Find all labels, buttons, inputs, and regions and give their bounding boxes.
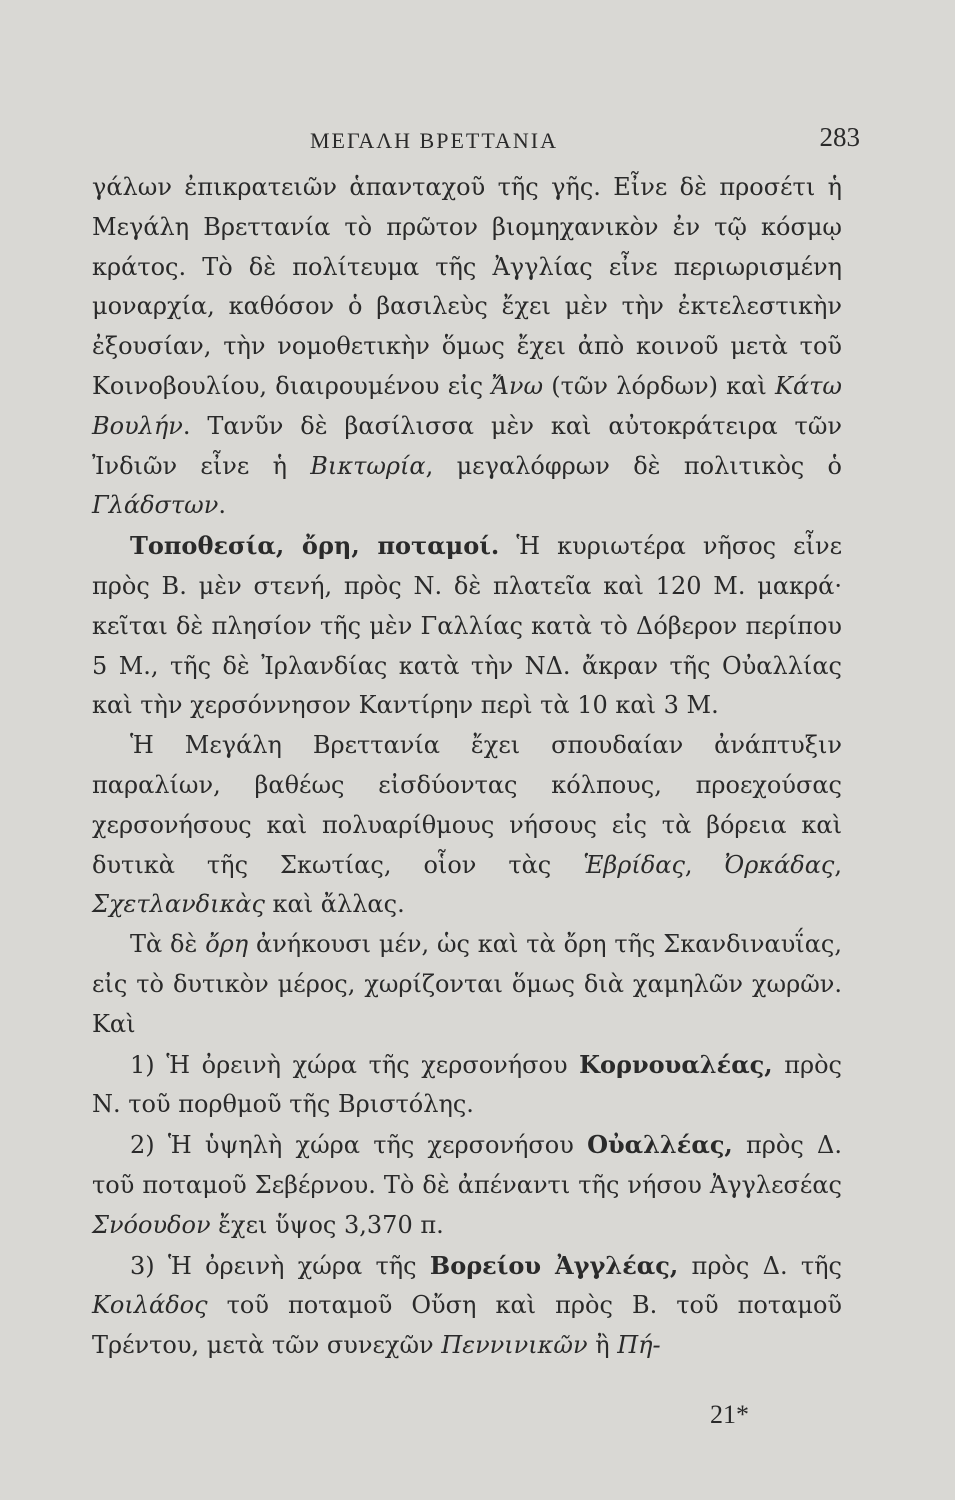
italic-term: Ἄνω — [491, 371, 544, 400]
italic-term: Σχετλανδικὰς — [92, 890, 265, 919]
running-title: ΜΕΓΑΛΗ ΒΡΕΤΤΑΝΙΑ — [310, 128, 558, 153]
italic-term: Γλάδστων — [92, 491, 219, 520]
text-run: Ἡ κυριωτέρα νῆσος εἶνε πρὸς Β. μὲν στενή, πρὸς Ν. δὲ πλατεῖα καὶ 120 Μ. μακρά· κεῖται δὲ πλησίον τῆς μὲν Γαλλίας κατὰ τὸ Δόβερον περίπου 5 Μ., τῆς δὲ Ἰρλανδίας κατὰ τὴν ΝΔ. ἄκραν τῆς Οὐαλλίας καὶ τὴν χερσόννησον Καντίρην περὶ τὰ 10 καὶ 3 Μ. — [92, 532, 842, 720]
bold-term: Κορνουαλέας, — [579, 1049, 773, 1079]
section-heading: Τοποθεσία, ὄρη, ποταμοί. — [130, 531, 500, 561]
text-run: . Τανῦν δὲ βασίλισσα μὲν καὶ αὐτοκράτειρα τῶν Ἰνδιῶν εἶνε ἡ — [92, 411, 842, 480]
text-run: πρὸς Δ. τῆς — [678, 1251, 843, 1280]
text-run: ἀνήκουσι μέν, ὡς καὶ τὰ ὄρη τῆς Σκανδιναυΐας, εἰς τὸ δυτικὸν μέρος, χωρίζονται ὅμως διὰ χαμηλῶν χωρῶν. Καὶ — [92, 930, 842, 1038]
text-run: . — [218, 491, 226, 520]
text-run: , — [684, 850, 725, 879]
page-header — [80, 122, 860, 168]
text-run: πρὸς Δ. τοῦ ποταμοῦ Σεβέρνου. Τὸ δὲ ἀπέναντι τῆς νήσου Ἀγγλεσέας — [92, 1131, 842, 1199]
text-run: Ἡ Μεγάλη Βρεττανία ἔχει σπουδαίαν ἀνάπτυξιν παραλίων, βαθέως εἰσδύοντας κόλπους, προεχούσας χερσονήσους καὶ πολυαρίθμους νήσους εἰς τὰ βόρεια καὶ δυτικὰ τῆς Σκωτίας, οἷον τὰς — [92, 731, 842, 879]
text-run: Τὰ δὲ — [130, 930, 206, 959]
italic-term: Σνόουδον — [92, 1210, 211, 1239]
paragraph-7 — [92, 1246, 842, 1366]
italic-term: Κάτω Βουλήν — [92, 371, 842, 440]
paragraph-3 — [92, 726, 842, 925]
italic-term: Ἑβρίδας — [583, 850, 685, 879]
italic-term: Πεννινικῶν — [441, 1331, 588, 1360]
text-run: τοῦ ποταμοῦ Οὔση καὶ πρὸς Β. τοῦ ποταμοῦ Τρέντου, μετὰ τῶν συνεχῶν — [92, 1291, 842, 1360]
text-run: γάλων ἐπικρατειῶν ἁπανταχοῦ τῆς γῆς. Εἶνε δὲ προσέτι ἡ Μεγάλη Βρεττανία τὸ πρῶτον βιομηχανικὸν ἐν τῷ κόσμῳ κράτος. Τὸ δὲ πολίτευμα τῆς Ἀγγλίας εἶνε περιωρισμένη μοναρχία, καθόσον ὁ βασιλεὺς ἔχει μὲν τὴν ἐκτελεστικὴν ἐξουσίαν, τὴν νομοθετικὴν ὅμως ἔχει ἀπὸ κοινοῦ μετὰ τοῦ Κοινοβουλίου, διαιρουμένου εἰς — [92, 173, 842, 400]
text-run: ἢ — [587, 1331, 618, 1360]
bold-term: Οὐαλλέας, — [587, 1130, 733, 1160]
italic-term: Βικτωρία — [310, 451, 426, 480]
paragraph-1 — [92, 168, 842, 526]
italic-term: Πή- — [617, 1331, 661, 1360]
page-body — [92, 168, 842, 1366]
paragraph-5 — [92, 1045, 842, 1126]
text-run: ἔχει ὕψος 3,370 π. — [210, 1210, 444, 1239]
bold-term: Βορείου Ἀγγλέας, — [429, 1250, 679, 1280]
text-run: , — [834, 850, 842, 879]
text-run: (τῶν λόρδων) καὶ — [543, 371, 776, 400]
paragraph-4 — [92, 925, 842, 1044]
text-run: 1) Ἡ ὀρεινὴ χώρα τῆς χερσονήσου — [130, 1050, 580, 1079]
paragraph-2 — [92, 526, 842, 726]
italic-term: ὄρη — [205, 930, 249, 959]
text-run: καὶ ἄλλας. — [264, 890, 405, 919]
italic-term: Κοιλάδος — [92, 1291, 208, 1320]
text-run: , μεγαλόφρων δὲ πολιτικὸς ὁ — [425, 451, 842, 480]
paragraph-6 — [92, 1125, 842, 1245]
signature-mark: 21* — [710, 1400, 749, 1429]
text-run: πρὸς Ν. τοῦ πορθμοῦ τῆς Βριστόλης. — [92, 1050, 842, 1119]
text-run: 2) Ἡ ὑψηλὴ χώρα τῆς χερσονήσου — [130, 1131, 588, 1160]
page-number: 283 — [819, 122, 860, 152]
text-run: 3) Ἡ ὀρεινὴ χώρα τῆς — [130, 1251, 430, 1280]
italic-term: Ὀρκάδας — [724, 850, 835, 879]
